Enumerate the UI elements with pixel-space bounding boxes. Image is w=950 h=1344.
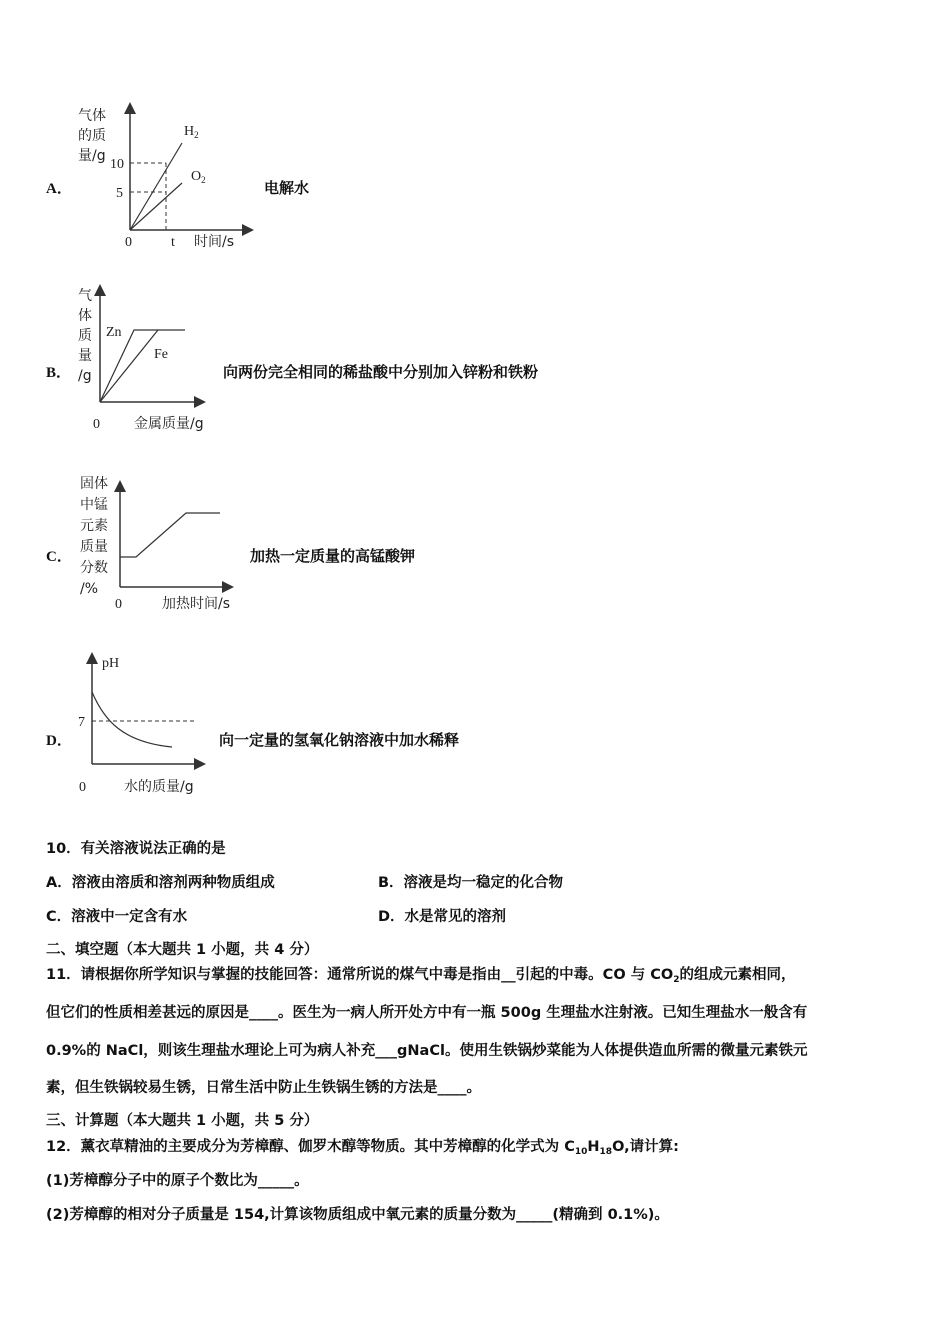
q11-line-3: 0.9%的 NaCl，则该生理盐水理论上可为病人补充___gNaCl。使用生铁锅炒菜能为人体提供造血所需的微量元素铁元 (46, 1043, 808, 1059)
h2-line (130, 143, 182, 230)
q12-stem: 12．薰衣草精油的主要成分为芳樟醇、伽罗木醇等物质。其中芳樟醇的化学式为 $C_{10}H_{18}O$,请计算: (46, 1139, 679, 1157)
tick-t: t (171, 235, 175, 250)
y-label-1: 气 (78, 288, 92, 304)
y-label-1: 固体 (80, 476, 108, 492)
y-label-4: 量 (78, 348, 92, 364)
q12-part-1: (1)芳樟醇分子中的原子个数比为_____。 (46, 1173, 309, 1189)
y-label-3: 量/g (78, 148, 106, 164)
q11-line-1: 11．请根据你所学知识与掌握的技能回答：通常所说的煤气中毒是指由__引起的中毒。CO 与 $CO_2$的组成元素相同， (46, 967, 796, 985)
section-3-heading: 三、计算题（本大题共 1 小题，共 5 分） (46, 1113, 319, 1129)
q10-option-b: B．溶液是均一稳定的化合物 (378, 875, 564, 891)
option-a-label: A． (46, 181, 72, 197)
q10-stem: 10．有关溶液说法正确的是 (46, 841, 226, 857)
y-label-4: 质量 (80, 539, 108, 555)
y-label-2: 体 (78, 308, 92, 324)
origin: 0 (115, 597, 122, 612)
y-label-2: 的质 (78, 128, 106, 144)
o2-line (130, 183, 182, 230)
mn-fraction-line (120, 513, 220, 557)
q10-option-c: C．溶液中一定含有水 (46, 909, 188, 925)
tick-5: 5 (116, 186, 123, 201)
option-c-label: C． (46, 549, 72, 565)
tick-7: 7 (78, 715, 85, 730)
y-label-3: 质 (78, 328, 92, 344)
x-label: 时间/s (194, 234, 235, 250)
y-label-2: 中锰 (80, 497, 108, 513)
o2-label: $O_2$ (191, 169, 206, 185)
y-label: pH (102, 656, 120, 671)
h2-label: $H_2$ (184, 124, 199, 140)
x-label: 金属质量/g (134, 416, 204, 432)
option-d-desc: 向一定量的氢氧化钠溶液中加水稀释 (219, 731, 460, 749)
origin: 0 (93, 417, 100, 432)
x-label: 加热时间/s (162, 596, 231, 612)
graph-a (70, 98, 260, 258)
tick-10: 10 (110, 157, 124, 172)
q12-part-2: (2)芳樟醇的相对分子质量是 154,计算该物质组成中氧元素的质量分数为_____(精确到 0.1%)。 (46, 1207, 669, 1223)
q10-option-a: A．溶液由溶质和溶剂两种物质组成 (46, 875, 275, 891)
graph-c (70, 466, 260, 626)
y-label-1: 气体 (78, 108, 106, 124)
option-b-label: B． (46, 365, 72, 381)
fe-label: Fe (154, 347, 168, 362)
zn-line (100, 330, 185, 402)
option-b-desc: 向两份完全相同的稀盐酸中分别加入锌粉和铁粉 (223, 363, 539, 381)
y-label-3: 元素 (80, 518, 108, 534)
q11-line-4: 素，但生铁锅较易生锈，日常生活中防止生铁锅生锈的方法是____。 (46, 1080, 481, 1096)
y-label-6: /% (80, 581, 99, 597)
option-d-label: D． (46, 733, 72, 749)
section-2-heading: 二、填空题（本大题共 1 小题，共 4 分） (46, 942, 319, 958)
x-label: 水的质量/g (124, 779, 194, 795)
origin: 0 (79, 780, 86, 795)
ph-curve (92, 692, 172, 747)
graph-b (70, 282, 230, 442)
option-c-desc: 加热一定质量的高锰酸钾 (250, 547, 416, 565)
y-label-5: 分数 (80, 560, 108, 576)
origin: 0 (125, 235, 132, 250)
q11-line-2: 但它们的性质相差甚远的原因是____。医生为一病人所开处方中有一瓶 500g 生理盐水注射液。已知生理盐水一般含有 (46, 1005, 808, 1021)
graph-d (70, 650, 220, 800)
option-a-desc: 电解水 (264, 179, 310, 197)
zn-label: Zn (106, 325, 122, 340)
y-label-5: /g (78, 368, 92, 384)
q10-option-d: D．水是常见的溶剂 (378, 909, 507, 925)
